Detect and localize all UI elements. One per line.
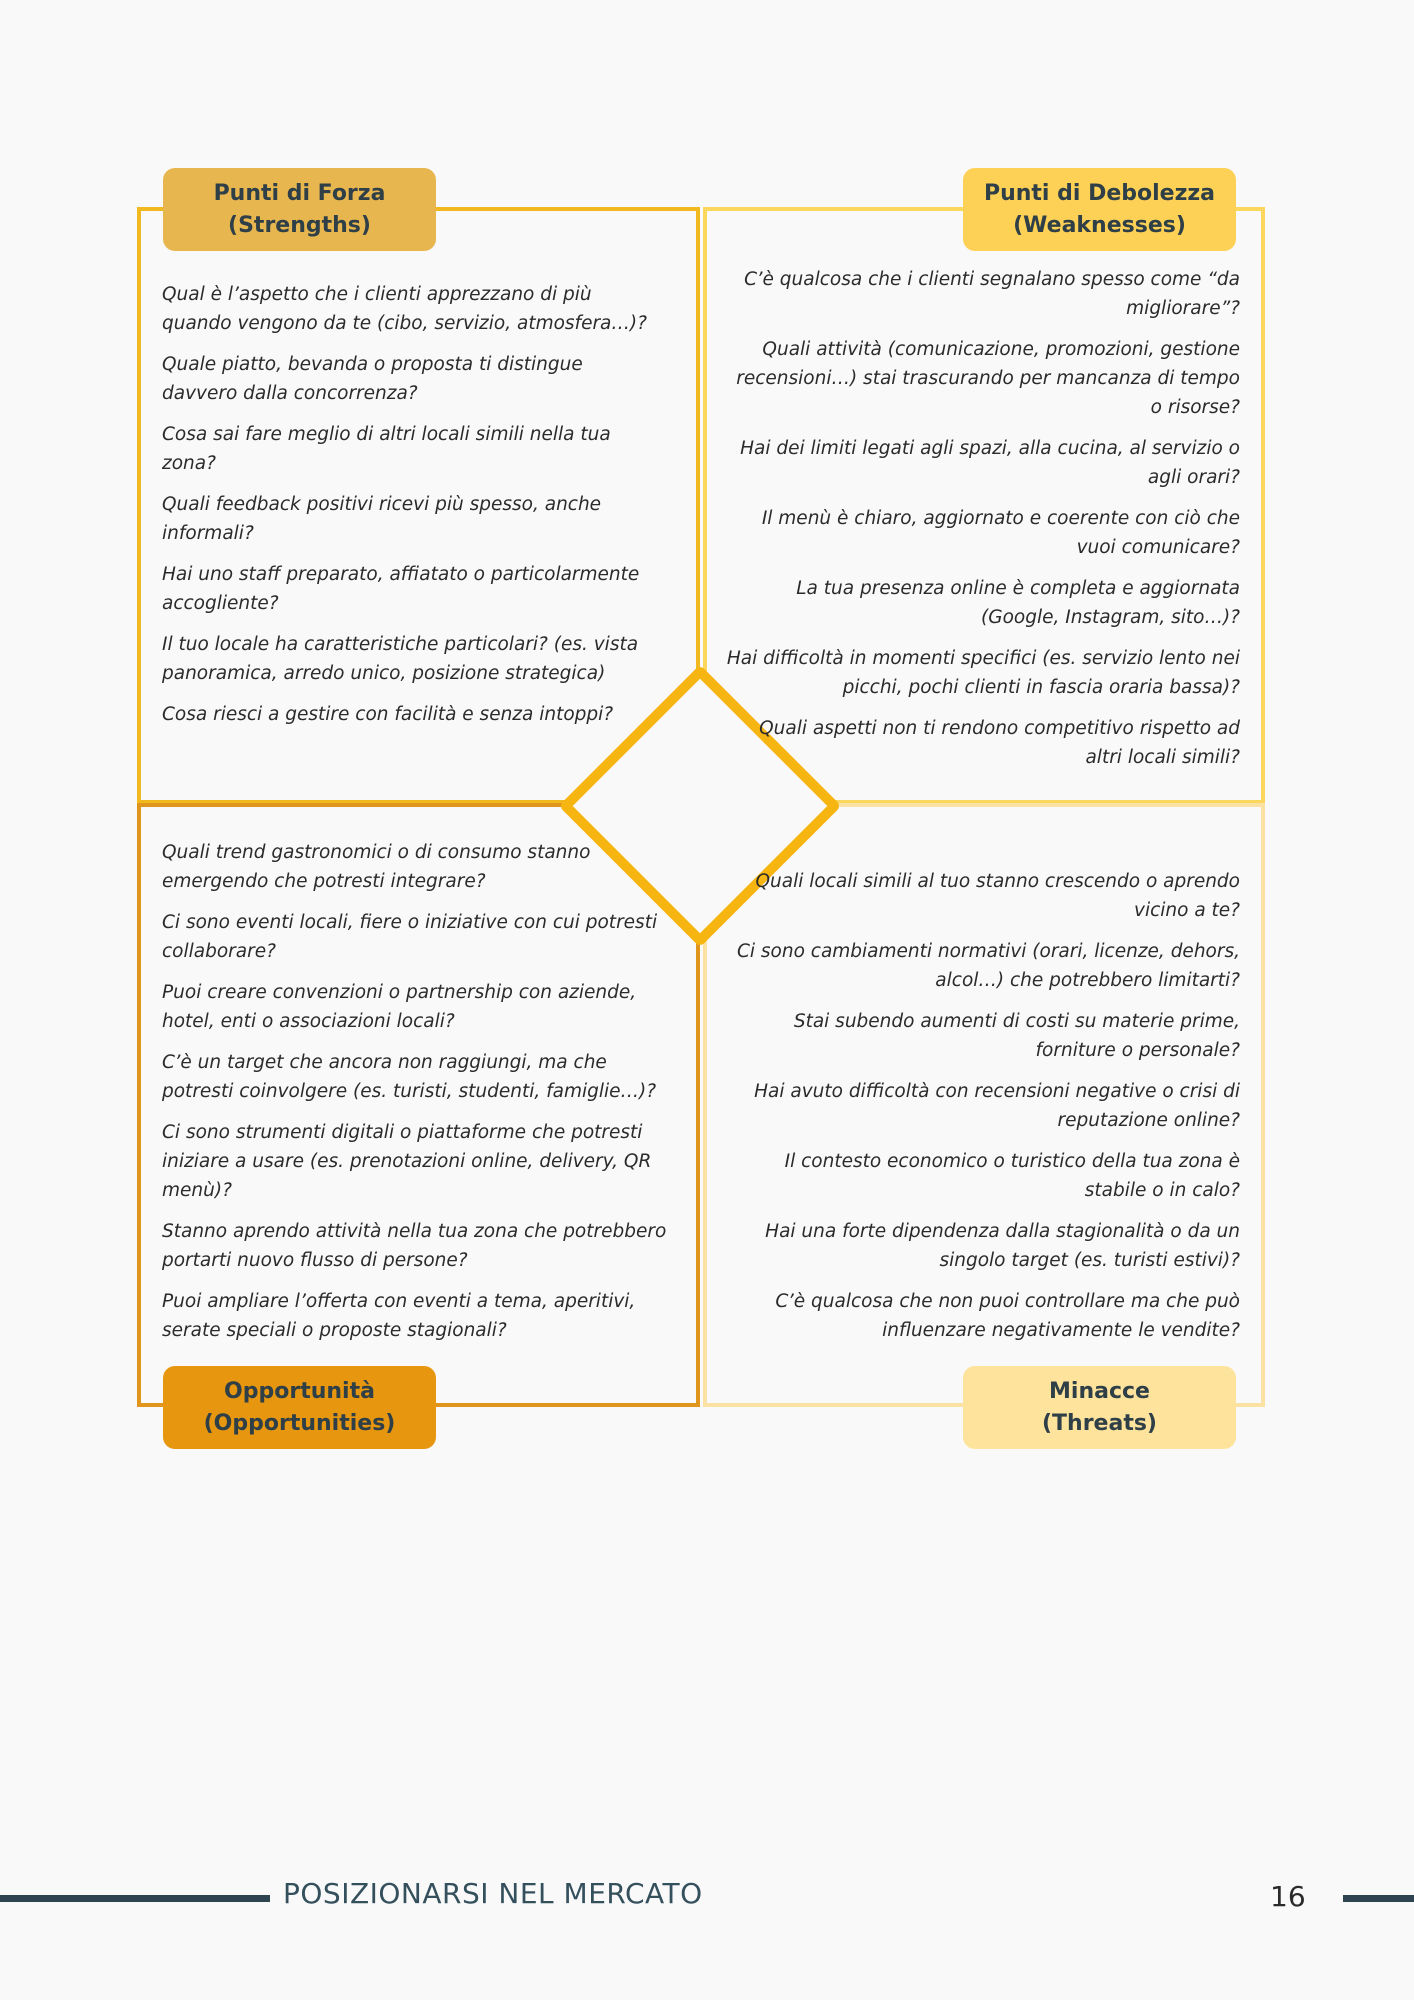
question-item: Cosa riesci a gestire con facilità e senza intoppi? — [162, 704, 614, 725]
question-item: Stanno aprendo attività nella tua zona che potrebbero portarti nuovo flusso di persone? — [162, 1221, 667, 1271]
question-item: Hai avuto difficoltà con recensioni negative o crisi di reputazione online? — [754, 1081, 1240, 1131]
opportunities-title: Opportunità — [224, 1378, 375, 1404]
question-item: Stai subendo aumenti di costi su materie prime, forniture o personale? — [793, 1011, 1240, 1061]
question-item: Qual è l’aspetto che i clienti apprezzano di più quando vengono da te (cibo, servizio, atmosfera…)? — [162, 284, 647, 334]
opportunities-subtitle: (Opportunities) — [203, 1410, 396, 1436]
question-item: La tua presenza online è completa e aggiornata (Google, Instagram, sito…)? — [796, 578, 1240, 628]
question-item: Quali attività (comunicazione, promozioni, gestione recensioni…) stai trascurando per mancanza di tempo o risorse? — [736, 339, 1240, 418]
question-item: Il tuo locale ha caratteristiche particolari? (es. vista panoramica, arredo unico, posizione strategica) — [162, 634, 639, 684]
question-item: C’è qualcosa che non puoi controllare ma che può influenzare negativamente le vendite? — [775, 1291, 1240, 1341]
question-item: Quali feedback positivi ricevi più spesso, anche informali? — [162, 494, 602, 544]
question-item: Ci sono eventi locali, fiere o iniziative con cui potresti collaborare? — [162, 912, 658, 962]
question-item: Puoi creare convenzioni o partnership con aziende, hotel, enti o associazioni locali? — [162, 982, 637, 1032]
weaknesses-title: Punti di Debolezza — [983, 180, 1216, 206]
question-item: Ci sono strumenti digitali o piattaforme che potresti iniziare a usare (es. prenotazioni online, delivery, QR menù)? — [162, 1122, 652, 1201]
weaknesses-questions — [720, 265, 1240, 784]
question-item: Hai dei limiti legati agli spazi, alla cucina, al servizio o agli orari? — [740, 438, 1240, 488]
question-item: Il menù è chiaro, aggiornato e coerente con ciò che vuoi comunicare? — [761, 508, 1240, 558]
opportunities-label — [163, 1366, 436, 1449]
strengths-questions — [162, 280, 662, 741]
footer-line-left — [0, 1895, 270, 1902]
strengths-label — [163, 168, 436, 251]
strengths-subtitle: (Strengths) — [228, 212, 371, 238]
footer-section-title: POSIZIONARSI NEL MERCATO — [283, 1877, 703, 1910]
question-item: C’è un target che ancora non raggiungi, ma che potresti coinvolgere (es. turisti, studenti, famiglie…)? — [162, 1052, 657, 1102]
threats-label — [963, 1366, 1236, 1449]
opportunities-questions — [162, 838, 672, 1357]
question-item: Hai difficoltà in momenti specifici (es. servizio lento nei picchi, pochi clienti in fascia oraria bassa)? — [726, 648, 1240, 698]
question-item: Cosa sai fare meglio di altri locali simili nella tua zona? — [162, 424, 611, 474]
question-item: Ci sono cambiamenti normativi (orari, licenze, dehors, alcol…) che potrebbero limitarti? — [736, 941, 1240, 991]
strengths-title: Punti di Forza — [213, 180, 386, 206]
question-item: Puoi ampliare l’offerta con eventi a tema, aperitivi, serate speciali o proposte stagionali? — [162, 1291, 636, 1341]
question-item: Il contesto economico o turistico della tua zona è stabile o in calo? — [784, 1151, 1240, 1201]
question-item: Hai una forte dipendenza dalla stagionalità o da un singolo target (es. turisti estivi)? — [765, 1221, 1240, 1271]
question-item: C’è qualcosa che i clienti segnalano spesso come “da migliorare”? — [744, 269, 1240, 319]
question-item: Quali locali simili al tuo stanno crescendo o aprendo vicino a te? — [755, 871, 1240, 921]
page-number: 16 — [1270, 1880, 1306, 1913]
threats-title: Minacce — [1049, 1378, 1150, 1404]
question-item: Quali trend gastronomici o di consumo stanno emergendo che potresti integrare? — [162, 842, 591, 892]
question-item: Quali aspetti non ti rendono competitivo rispetto ad altri locali simili? — [759, 718, 1240, 768]
question-item: Hai uno staff preparato, affiatato o particolarmente accogliente? — [162, 564, 640, 614]
footer-line-right — [1343, 1895, 1414, 1902]
threats-questions — [720, 867, 1240, 1357]
weaknesses-subtitle: (Weaknesses) — [1013, 212, 1186, 238]
threats-subtitle: (Threats) — [1041, 1410, 1157, 1436]
weaknesses-label — [963, 168, 1236, 251]
question-item: Quale piatto, bevanda o proposta ti distingue davvero dalla concorrenza? — [162, 354, 583, 404]
